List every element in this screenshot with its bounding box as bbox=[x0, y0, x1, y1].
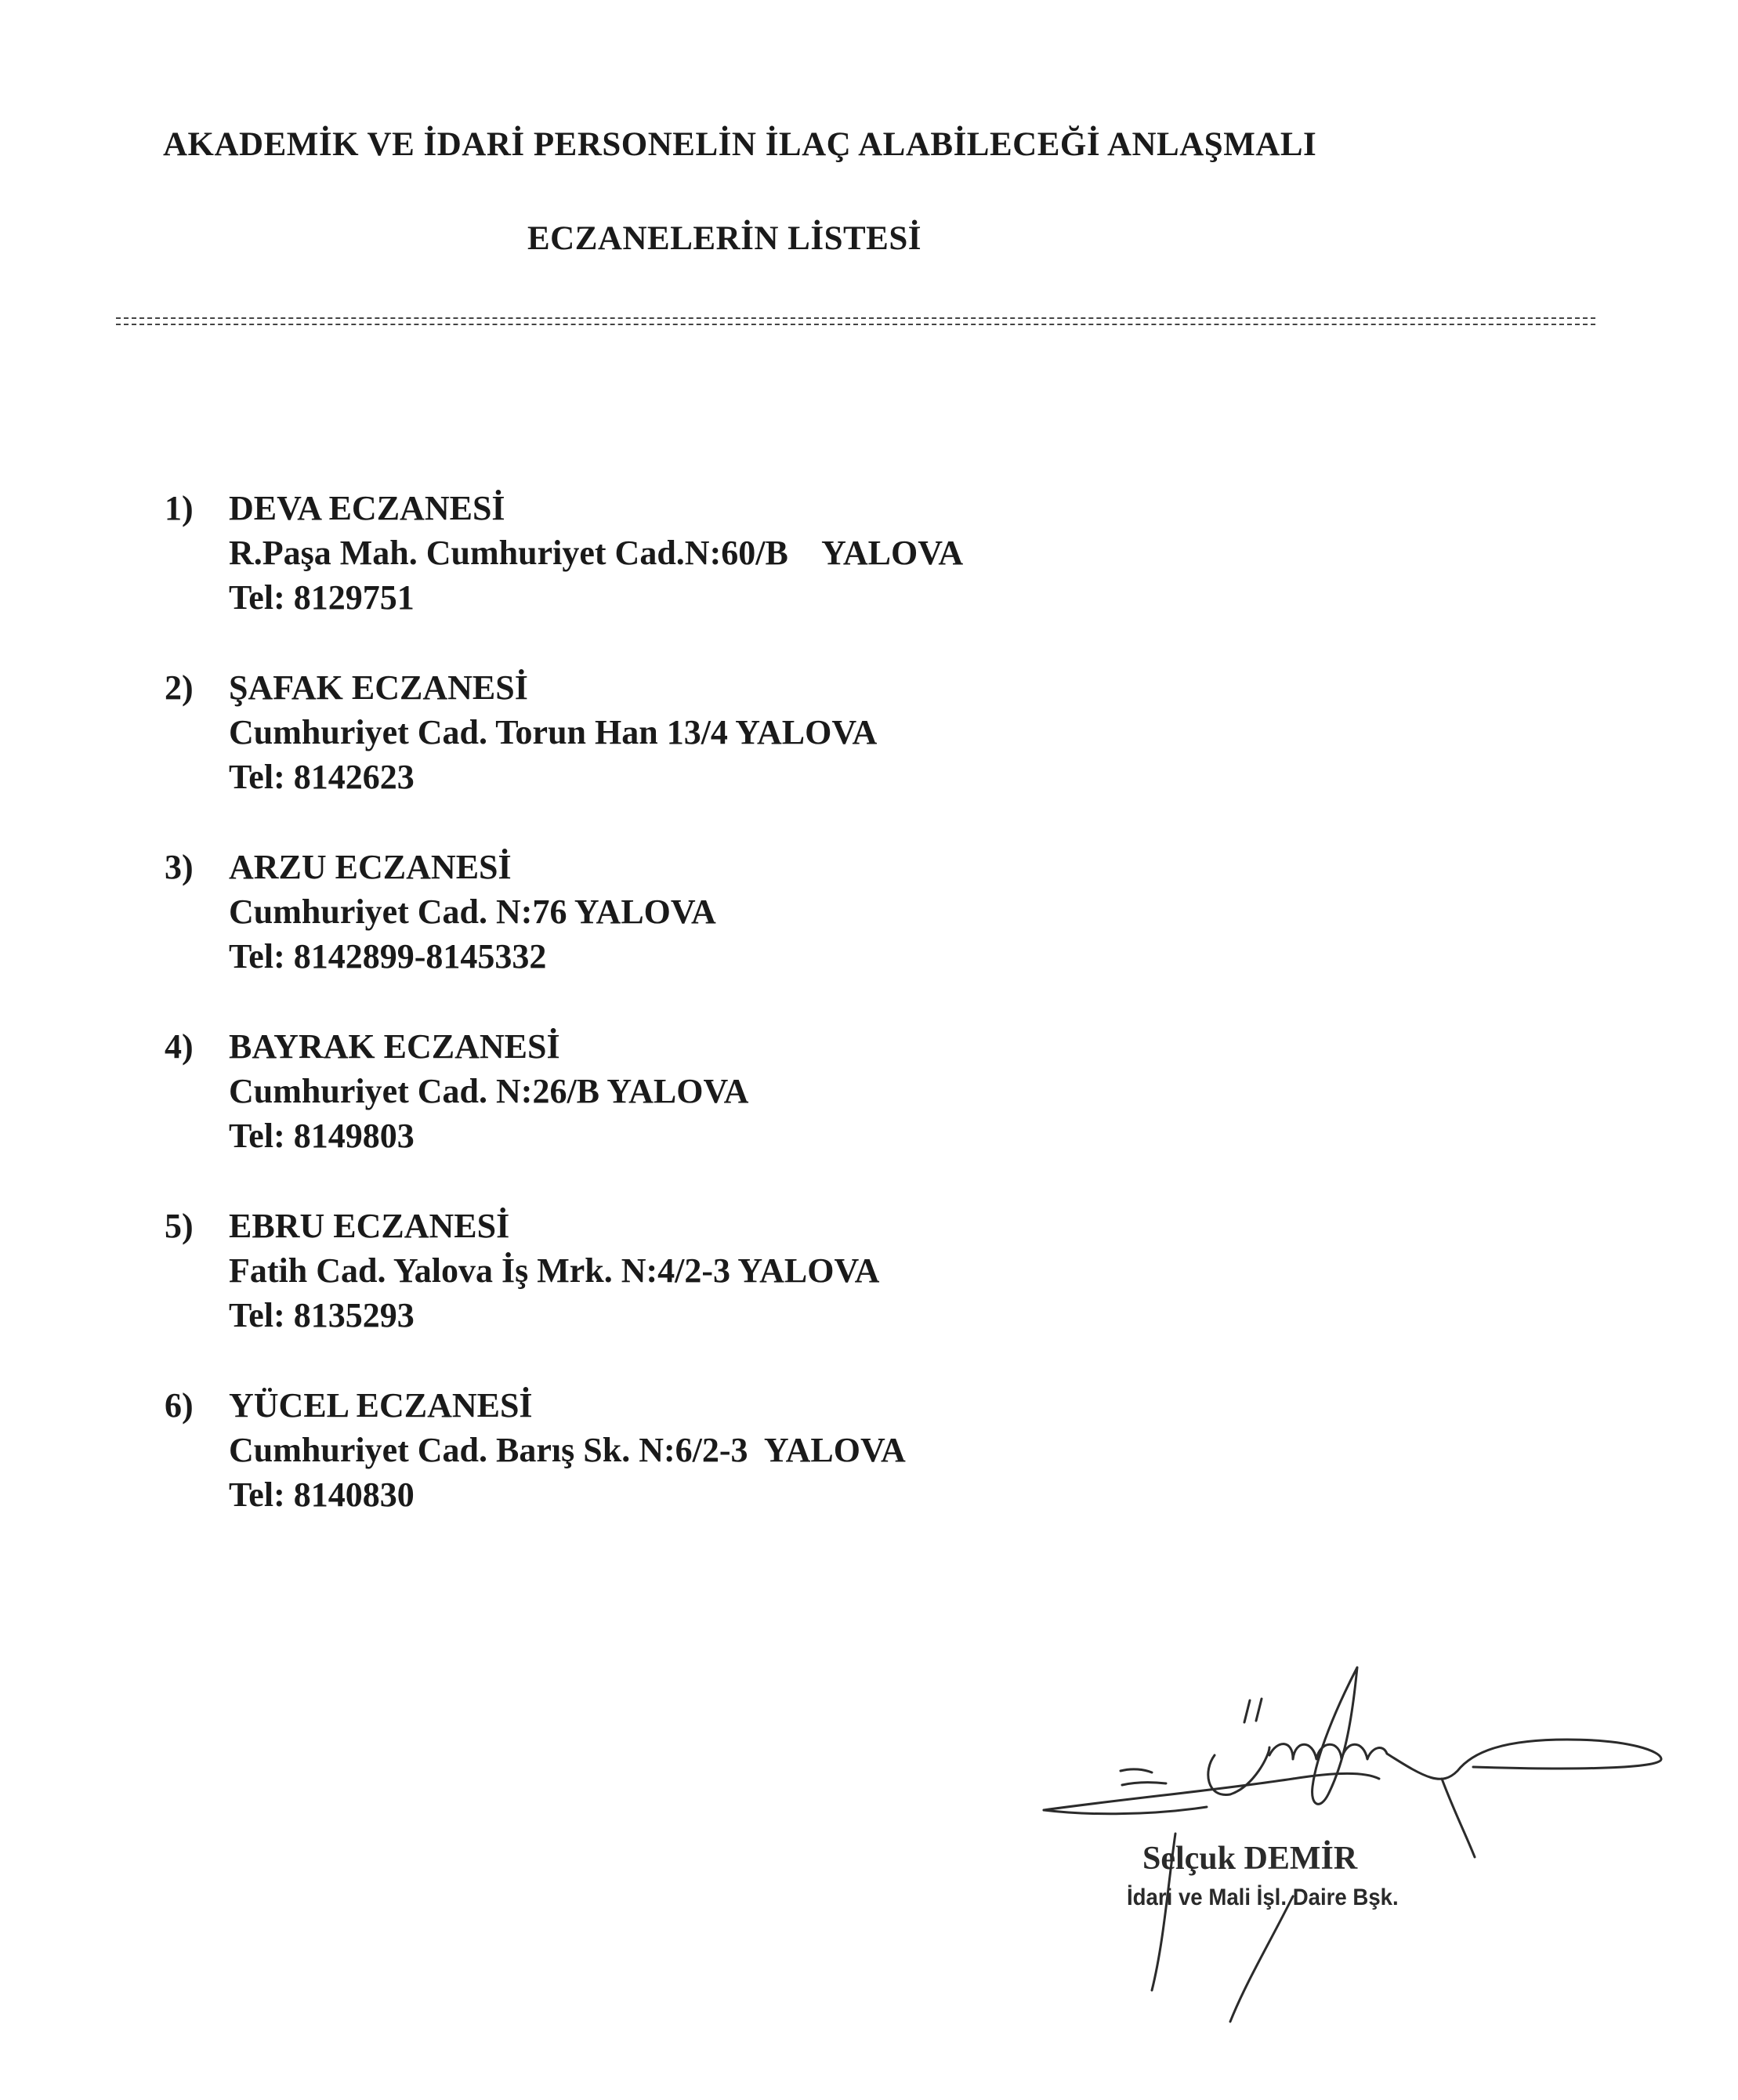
pharmacy-name: YÜCEL ECZANESİ bbox=[229, 1386, 533, 1425]
pharmacy-number: 2) bbox=[165, 668, 194, 707]
pharmacy-number: 4) bbox=[165, 1027, 194, 1066]
pharmacy-phone: Tel: 8142899-8145332 bbox=[229, 937, 547, 976]
document-title-line1: AKADEMİK VE İDARİ PERSONELİN İLAÇ ALABİLECEĞİ ANLAŞMALI bbox=[163, 126, 1317, 163]
double-dashed-separator bbox=[116, 316, 1595, 327]
pharmacy-number: 1) bbox=[165, 489, 194, 527]
pharmacy-address: R.Paşa Mah. Cumhuriyet Cad.N:60/B YALOVA bbox=[229, 534, 964, 572]
pharmacy-address: Fatih Cad. Yalova İş Mrk. N:4/2-3 YALOVA bbox=[229, 1251, 880, 1290]
signature-block bbox=[1034, 1661, 1677, 2029]
pharmacy-address: Cumhuriyet Cad. N:76 YALOVA bbox=[229, 892, 716, 931]
pharmacy-entry bbox=[165, 1024, 1340, 1204]
pharmacy-entry bbox=[165, 845, 1340, 1024]
pharmacy-name: BAYRAK ECZANESİ bbox=[229, 1027, 560, 1066]
pharmacy-list bbox=[165, 486, 1340, 1562]
pharmacy-entry bbox=[165, 1383, 1340, 1562]
pharmacy-phone: Tel: 8140830 bbox=[229, 1475, 415, 1514]
pharmacy-entry bbox=[165, 665, 1340, 845]
signatory-title: İdari ve Mali İşl. Daire Bşk. bbox=[1127, 1885, 1399, 1910]
pharmacy-phone: Tel: 8135293 bbox=[229, 1296, 415, 1334]
pharmacy-phone: Tel: 8129751 bbox=[229, 578, 415, 617]
pharmacy-phone: Tel: 8142623 bbox=[229, 758, 415, 796]
pharmacy-address: Cumhuriyet Cad. Barış Sk. N:6/2-3 YALOVA bbox=[229, 1431, 906, 1469]
pharmacy-name: ŞAFAK ECZANESİ bbox=[229, 668, 528, 707]
pharmacy-number: 5) bbox=[165, 1207, 194, 1245]
document-title-line2: ECZANELERİN LİSTESİ bbox=[527, 220, 922, 257]
pharmacy-address: Cumhuriyet Cad. Torun Han 13/4 YALOVA bbox=[229, 713, 878, 751]
pharmacy-address: Cumhuriyet Cad. N:26/B YALOVA bbox=[229, 1072, 749, 1110]
pharmacy-name: DEVA ECZANESİ bbox=[229, 489, 505, 527]
pharmacy-number: 6) bbox=[165, 1386, 194, 1425]
separator-line-top bbox=[116, 317, 1595, 319]
pharmacy-phone: Tel: 8149803 bbox=[229, 1117, 415, 1155]
signatory-name: Selçuk DEMİR bbox=[1142, 1841, 1358, 1877]
pharmacy-name: EBRU ECZANESİ bbox=[229, 1207, 510, 1245]
pharmacy-name: ARZU ECZANESİ bbox=[229, 848, 512, 886]
separator-line-bottom bbox=[116, 324, 1595, 325]
pharmacy-number: 3) bbox=[165, 848, 194, 886]
pharmacy-entry bbox=[165, 486, 1340, 665]
pharmacy-entry bbox=[165, 1204, 1340, 1383]
